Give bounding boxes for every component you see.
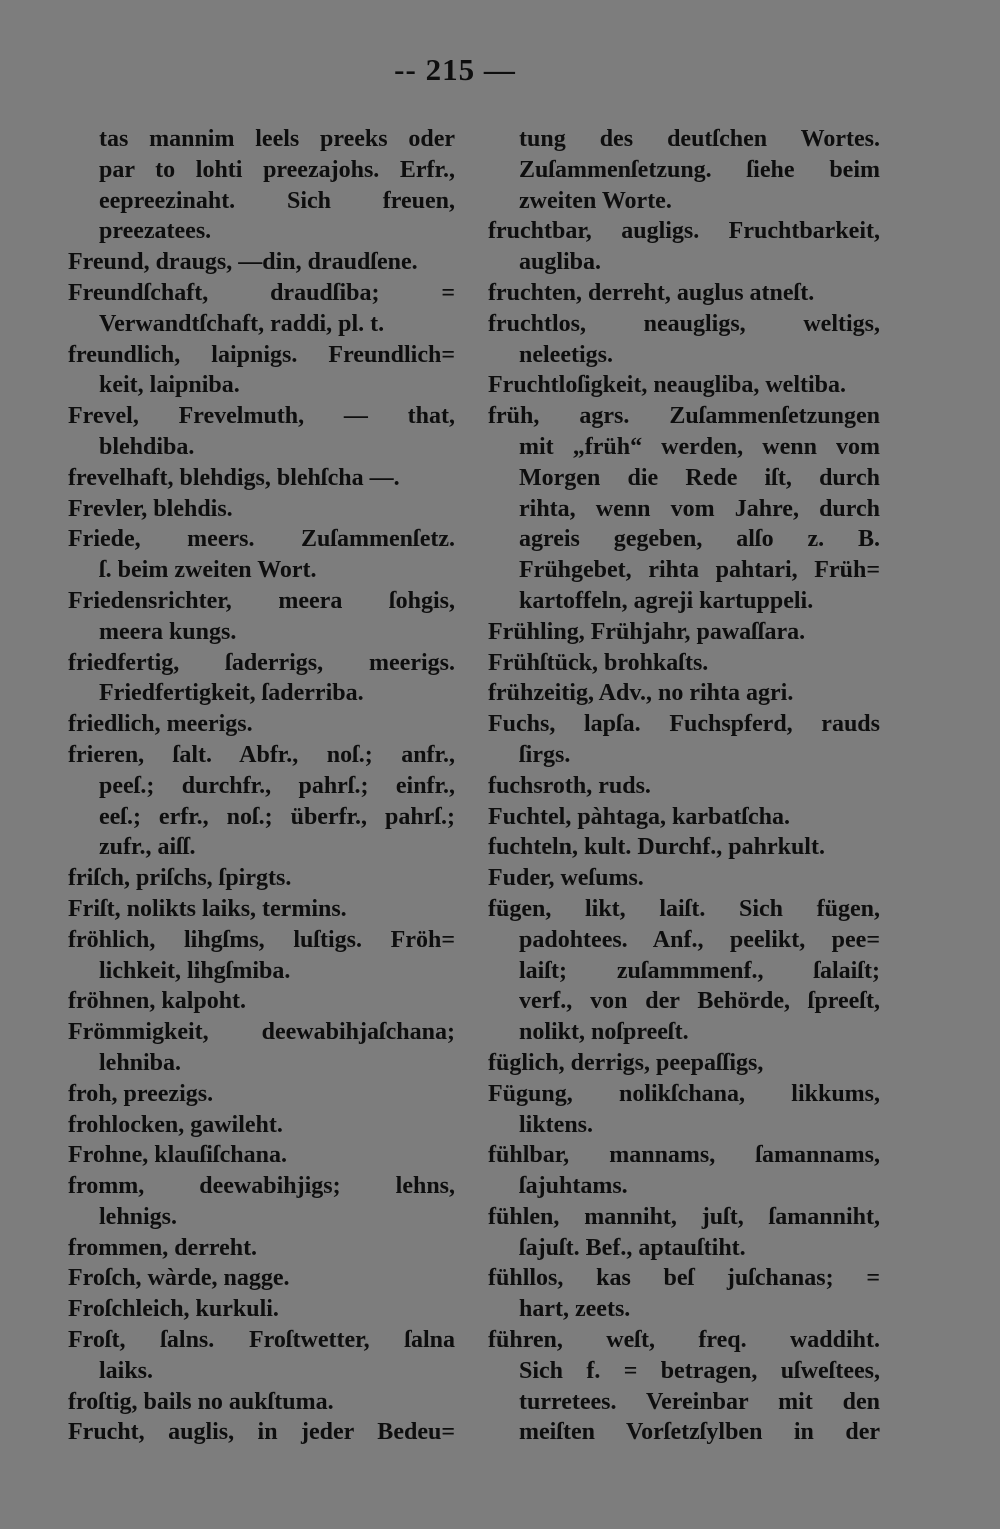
dictionary-entry: [68, 247, 455, 278]
dictionary-line: ſ. beim zweiten Wort.: [99, 557, 317, 584]
dictionary-line: frommen, derreht.: [68, 1234, 258, 1261]
dictionary-entry: [68, 709, 455, 740]
dictionary-line: nolikt, noſpreeſt.: [519, 1019, 689, 1046]
dictionary-line: fruchten, derreht, auglus atneſt.: [488, 279, 815, 306]
dictionary-line: Frevler, blehdis.: [68, 495, 233, 522]
dictionary-line: Frühſtück, brohkaſts.: [488, 649, 709, 676]
dictionary-entry: [68, 740, 455, 863]
dictionary-entry: [68, 648, 455, 710]
dictionary-line: zufr., aiſſ.: [99, 834, 196, 861]
dictionary-line: Fuder, weſums.: [488, 865, 644, 892]
dictionary-line: fröhnen, kalpoht.: [68, 988, 247, 1015]
dictionary-entry: [68, 894, 455, 925]
dictionary-line: Friede, meers. Zuſammenſetz.: [68, 526, 455, 553]
dictionary-line: Frühgebet, rihta pahtari, Früh=: [519, 557, 880, 584]
dictionary-line: kartoffeln, agreji kartuppeli.: [519, 587, 814, 614]
dictionary-line: Verwandtſchaft, raddi, pl. t.: [99, 310, 385, 337]
dictionary-entry: [68, 1140, 455, 1171]
dictionary-entry: [488, 709, 880, 771]
dictionary-line: zweiten Worte.: [519, 187, 672, 214]
dictionary-entry: [68, 1079, 455, 1110]
dictionary-entry: [488, 309, 880, 371]
dictionary-line: Freund, draugs, —din, draudſene.: [68, 249, 418, 276]
dictionary-line: Morgen die Rede iſt, durch: [519, 464, 880, 491]
dictionary-entry: [68, 1110, 455, 1141]
dictionary-entry: [68, 340, 455, 402]
dictionary-line: fruchtlos, neaugligs, weltigs,: [488, 310, 880, 337]
dictionary-line: Zuſammenſetzung. ſiehe beim: [519, 156, 880, 183]
dictionary-entry: [68, 278, 455, 340]
dictionary-line: Froſt, ſalns. Froſtwetter, ſalna: [68, 1327, 455, 1354]
dictionary-line: Frucht, auglis, in jeder Bedeu=: [68, 1419, 455, 1446]
dictionary-entry: [68, 1171, 455, 1233]
dictionary-line: fühlbar, mannams, ſamannams,: [488, 1142, 880, 1169]
dictionary-line: Fügung, nolikſchana, likkums,: [488, 1080, 880, 1107]
dictionary-line: friedfertig, ſaderrigs, meerigs.: [68, 649, 455, 676]
dictionary-line: meera kungs.: [99, 618, 237, 645]
dictionary-entry: [488, 678, 880, 709]
dictionary-entry: [68, 494, 455, 525]
dictionary-line: Friſt, nolikts laiks, termins.: [68, 895, 347, 922]
dictionary-line: frieren, ſalt. Abfr., noſ.; anfr.,: [68, 741, 455, 768]
dictionary-line: Fuchs, lapſa. Fuchspferd, rauds: [488, 711, 880, 738]
dictionary-line: agreis gegeben, alſo z. B.: [519, 526, 880, 553]
dictionary-entry: [488, 216, 880, 278]
page-number: -- 215 —: [394, 52, 516, 87]
dictionary-entry: [488, 278, 880, 309]
dictionary-line: augliba.: [519, 249, 602, 276]
dictionary-line: peeſ.; durchfr., pahrſ.; einfr.,: [99, 772, 455, 799]
dictionary-entry: [68, 586, 455, 648]
dictionary-line: fromm, deewabihjigs; lehns,: [68, 1173, 455, 1200]
dictionary-line: hart, zeets.: [519, 1296, 631, 1323]
dictionary-line: Froſch, wàrde, nagge.: [68, 1265, 290, 1292]
dictionary-line: lichkeit, lihgſmiba.: [99, 957, 291, 984]
dictionary-line: verf., von der Behörde, ſpreeſt,: [519, 988, 880, 1015]
dictionary-line: freundlich, laipnigs. Freundlich=: [68, 341, 455, 368]
dictionary-entry: [488, 894, 880, 1048]
dictionary-line: mit „früh“ werden, wenn vom: [519, 433, 880, 460]
dictionary-line: ſajuhtams.: [519, 1173, 628, 1200]
dictionary-entry: [488, 1079, 880, 1141]
dictionary-line: Fruchtloſigkeit, neaugliba, weltiba.: [488, 372, 847, 399]
left-column: [68, 124, 455, 1448]
dictionary-line: füglich, derrigs, peepaſſigs,: [488, 1049, 764, 1076]
dictionary-line: fühlen, manniht, juſt, ſamanniht,: [488, 1203, 880, 1230]
dictionary-line: liktens.: [519, 1111, 594, 1138]
right-column: [488, 124, 880, 1448]
dictionary-line: Frevel, Frevelmuth, — that,: [68, 403, 455, 430]
dictionary-line: früh, agrs. Zuſammenſetzungen: [488, 403, 880, 430]
dictionary-entry: [68, 1233, 455, 1264]
dictionary-line: froſtig, bails no aukſtuma.: [68, 1388, 334, 1415]
dictionary-line: friſch, priſchs, ſpirgts.: [68, 865, 292, 892]
dictionary-line: laiks.: [99, 1357, 154, 1384]
dictionary-line: ſirgs.: [519, 741, 571, 768]
dictionary-line: Sich f. = betragen, uſweſtees,: [519, 1357, 880, 1384]
dictionary-line: ſajuſt. Bef., aptauſtiht.: [519, 1234, 746, 1261]
dictionary-line: Frömmigkeit, deewabihjaſchana;: [68, 1019, 455, 1046]
dictionary-entry: [488, 832, 880, 863]
dictionary-line: laiſt; zuſammmenf., ſalaiſt;: [519, 957, 880, 984]
dictionary-line: eepreezinaht. Sich freuen,: [99, 187, 455, 214]
dictionary-line: preezatees.: [99, 218, 212, 245]
dictionary-line: par to lohti preezajohs. Erfr.,: [99, 156, 455, 183]
dictionary-entry: [68, 1387, 455, 1418]
dictionary-line: Fuchtel, pàhtaga, karbatſcha.: [488, 803, 791, 830]
dictionary-entry: [68, 1017, 455, 1079]
dictionary-line: meiſten Vorſetzſylben in der: [519, 1419, 880, 1446]
dictionary-entry: [68, 986, 455, 1017]
dictionary-line: frühzeitig, Adv., no rihta agri.: [488, 680, 794, 707]
dictionary-line: frevelhaft, blehdigs, blehſcha —.: [68, 464, 400, 491]
dictionary-line: rihta, wenn vom Jahre, durch: [519, 495, 880, 522]
dictionary-line: eeſ.; erfr., noſ.; überfr., pahrſ.;: [99, 803, 455, 830]
dictionary-line: keit, laipniba.: [99, 372, 240, 399]
dictionary-line: tung des deutſchen Wortes.: [519, 126, 880, 152]
dictionary-line: fruchtbar, augligs. Fruchtbarkeit,: [488, 218, 880, 245]
dictionary-line: fühllos, kas beſ juſchanas; =: [488, 1265, 880, 1292]
dictionary-line: fügen, likt, laiſt. Sich fügen,: [488, 895, 880, 922]
dictionary-entry: [488, 1202, 880, 1264]
dictionary-line: froh, preezigs.: [68, 1080, 214, 1107]
dictionary-line: padohtees. Anf., peelikt, pee=: [519, 926, 880, 953]
dictionary-line: blehdiba.: [99, 433, 195, 460]
dictionary-line: friedlich, meerigs.: [68, 711, 253, 738]
dictionary-line: führen, weſt, freq. waddiht.: [488, 1327, 880, 1354]
dictionary-line: lehniba.: [99, 1049, 182, 1076]
dictionary-line: lehnigs.: [99, 1203, 178, 1230]
dictionary-entry: [68, 1325, 455, 1387]
dictionary-entry: [68, 124, 455, 247]
dictionary-entry: [488, 648, 880, 679]
dictionary-entry: [488, 401, 880, 617]
dictionary-line: turretees. Vereinbar mit den: [519, 1388, 880, 1415]
dictionary-line: fröhlich, lihgſms, luſtigs. Fröh=: [68, 926, 455, 953]
dictionary-entry: [68, 401, 455, 463]
dictionary-entry: [488, 802, 880, 833]
dictionary-entry: [68, 1263, 455, 1294]
dictionary-entry: [488, 1325, 880, 1448]
dictionary-line: Friedensrichter, meera ſohgis,: [68, 587, 455, 614]
dictionary-entry: [68, 463, 455, 494]
dictionary-line: Froſchleich, kurkuli.: [68, 1296, 279, 1323]
dictionary-entry: [488, 1263, 880, 1325]
dictionary-line: Frühling, Frühjahr, pawaſſara.: [488, 618, 806, 645]
dictionary-entry: [68, 524, 455, 586]
dictionary-line: fuchteln, kult. Durchf., pahrkult.: [488, 834, 825, 861]
dictionary-entry: [488, 617, 880, 648]
dictionary-line: neleetigs.: [519, 341, 613, 368]
dictionary-entry: [488, 124, 880, 216]
dictionary-entry: [68, 863, 455, 894]
dictionary-entry: [488, 1140, 880, 1202]
dictionary-line: Freundſchaft, draudſiba; =: [68, 279, 455, 306]
dictionary-entry: [488, 370, 880, 401]
dictionary-line: frohlocken, gawileht.: [68, 1111, 283, 1138]
dictionary-entry: [488, 1048, 880, 1079]
dictionary-line: tas mannim leels preeks oder: [99, 126, 455, 152]
dictionary-line: Friedfertigkeit, ſaderriba.: [99, 680, 364, 707]
dictionary-entry: [68, 1294, 455, 1325]
dictionary-entry: [488, 771, 880, 802]
dictionary-line: fuchsroth, ruds.: [488, 772, 651, 799]
dictionary-entry: [488, 863, 880, 894]
dictionary-entry: [68, 1417, 455, 1448]
dictionary-line: Frohne, klauſiſchana.: [68, 1142, 287, 1169]
dictionary-entry: [68, 925, 455, 987]
